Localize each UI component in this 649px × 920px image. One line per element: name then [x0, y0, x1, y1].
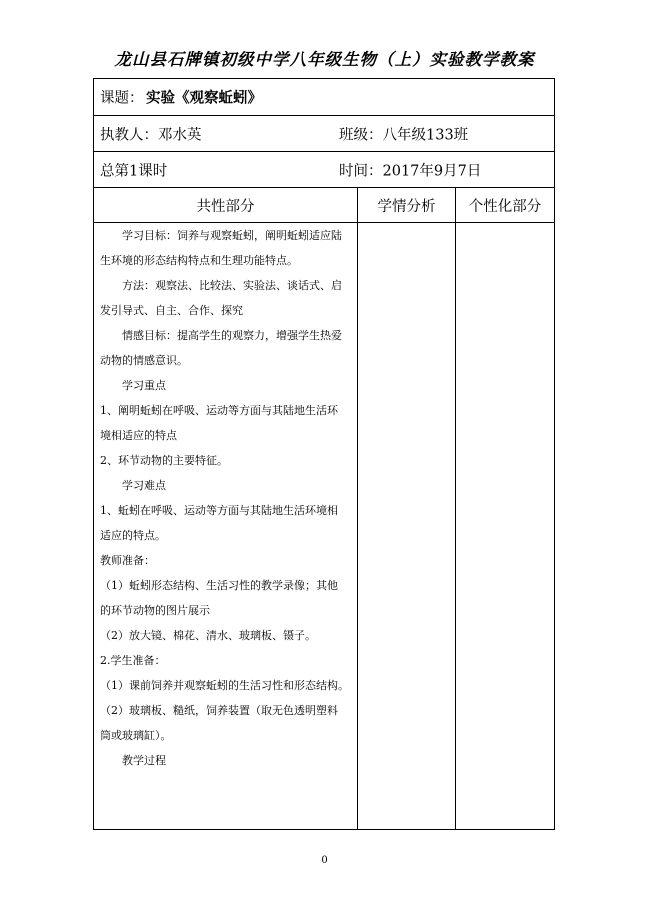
common-part-column	[94, 188, 358, 829]
main-grid	[93, 188, 555, 830]
topic-label: 课题：	[100, 90, 144, 107]
content-line: （1）课前饲养并观察蚯蚓的生活习性和形态结构。	[100, 679, 349, 692]
content-line: 学习重点	[122, 379, 166, 392]
content-line: 方法：观察法、比较法、实验法、谈话式、启	[122, 279, 342, 292]
content-line: 情感目标：提高学生的观察力，增强学生热爱	[122, 329, 342, 342]
teacher-field: 执教人：邓水英	[100, 127, 202, 143]
content-line: 动物的情感意识。	[100, 354, 188, 367]
content-line: 境相适应的特点	[100, 429, 177, 442]
content-line: 的环节动物的图片展示	[100, 604, 210, 617]
teacher-row	[93, 116, 555, 152]
content-line: （2）放大镜、棉花、清水、玻璃板、镊子。	[100, 629, 316, 642]
content-line: （1）蚯蚓形态结构、生活习性的教学录像；其他	[100, 579, 338, 592]
content-line: （2）玻璃板、糙纸，饲养装置（取无色透明塑料	[100, 704, 338, 717]
page-number: 0	[321, 855, 328, 866]
content-line: 生环境的形态结构特点和生理功能特点。	[100, 254, 298, 267]
date-field: 时间：2017年9月7日	[339, 163, 482, 179]
content-line: 发引导式、自主、合作、探究	[100, 304, 243, 317]
common-part-content	[94, 223, 357, 829]
topic-value: 实验《观察蚯蚓》	[146, 89, 262, 107]
column-header-common: 共性部分	[94, 188, 357, 223]
column-header-analysis: 学情分析	[358, 188, 455, 223]
content-line: 2.学生准备：	[100, 654, 166, 667]
topic-row	[93, 78, 555, 116]
content-line: 适应的特点。	[100, 529, 166, 542]
content-line: 学习难点	[122, 479, 166, 492]
lesson-row	[93, 152, 555, 188]
lesson-plan-table	[93, 78, 555, 830]
analysis-content	[358, 223, 455, 829]
content-line: 1、蚯蚓在呼吸、运动等方面与其陆地生活环境相	[100, 504, 338, 517]
personal-column	[456, 188, 554, 829]
content-line: 1、阐明蚯蚓在呼吸、运动等方面与其陆地生活环	[100, 404, 338, 417]
content-line: 筒或玻璃缸）。	[100, 729, 172, 742]
content-line: 教师准备：	[100, 554, 155, 567]
analysis-column	[358, 188, 456, 829]
personal-content	[456, 223, 554, 829]
document-title: 龙山县石牌镇初级中学八年级生物（上）实验教学教案	[114, 50, 535, 69]
content-line: 教学过程	[122, 754, 166, 767]
lesson-count-field: 总第1课时	[100, 163, 168, 179]
content-line: 2、环节动物的主要特征。	[100, 454, 228, 467]
class-field: 班级：八年级133班	[339, 127, 469, 143]
content-line: 学习目标：饲养与观察蚯蚓，阐明蚯蚓适应陆	[122, 229, 342, 242]
column-header-personal: 个性化部分	[456, 188, 554, 223]
